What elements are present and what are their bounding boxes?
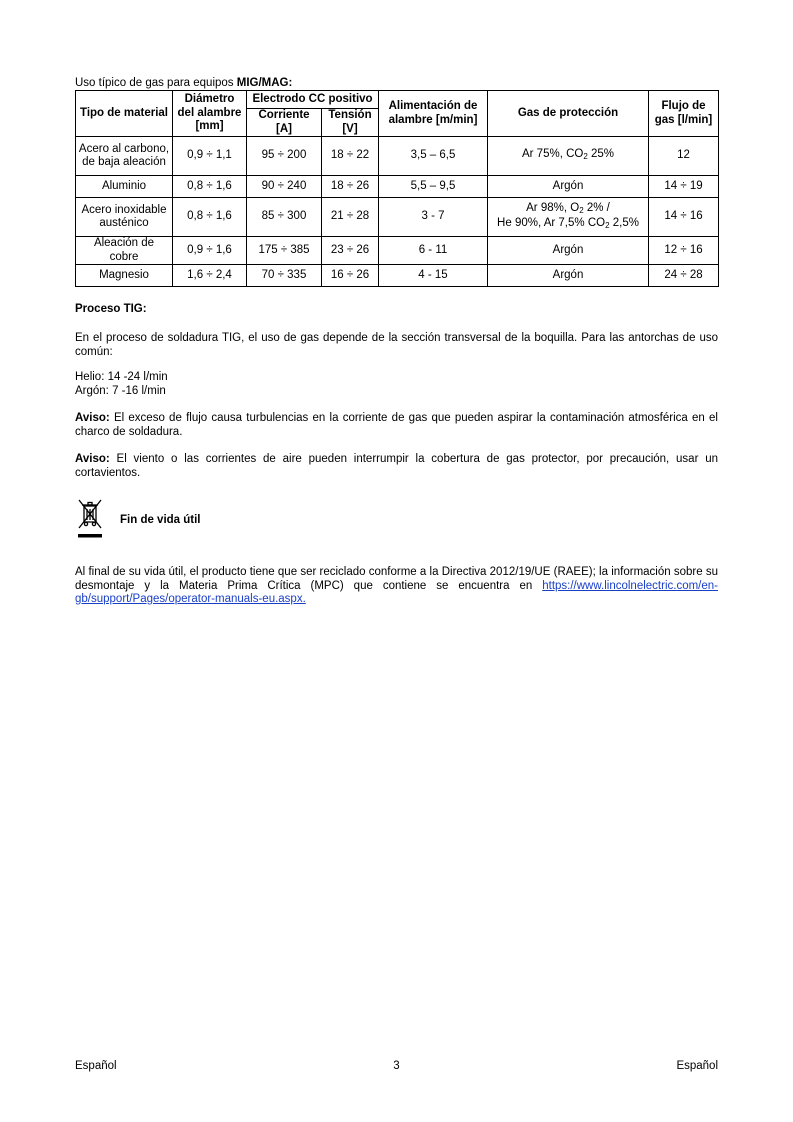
header-tipo: Tipo de material xyxy=(76,91,173,137)
table-row xyxy=(76,137,719,176)
cell-corriente: 95 ÷ 200 xyxy=(247,137,322,176)
cell-gas xyxy=(488,137,649,176)
table-row xyxy=(76,237,719,265)
cell-diametro: 0,8 ÷ 1,6 xyxy=(173,198,247,237)
end-of-life-title: Fin de vida útil xyxy=(120,514,201,526)
cell-alimentacion: 4 - 15 xyxy=(379,265,488,287)
header-flujo: Flujo de gas [l/min] xyxy=(649,91,719,137)
cell-flujo: 12 ÷ 16 xyxy=(649,237,719,265)
cell-alimentacion: 3,5 – 6,5 xyxy=(379,137,488,176)
cell-material: Acero al carbono, de baja aleación xyxy=(76,137,173,176)
cell-flujo: 12 xyxy=(649,137,719,176)
page-number: 3 xyxy=(393,1060,400,1072)
aviso-label: Aviso: xyxy=(75,453,110,465)
header-alimentacion: Alimentación de alambre [m/min] xyxy=(379,91,488,137)
aviso-paragraph-2 xyxy=(75,453,718,480)
tig-argon: Argón: 7 -16 l/min xyxy=(75,384,166,397)
aviso-text: El viento o las corrientes de aire pueden interrumpir la cobertura de gas protector, por precaución, usar un cortavientos. xyxy=(75,453,718,479)
header-electrodo: Electrodo CC positivo xyxy=(247,91,379,109)
footer-right: Español xyxy=(676,1060,718,1072)
cell-corriente: 85 ÷ 300 xyxy=(247,198,322,237)
cell-tension: 23 ÷ 26 xyxy=(322,237,379,265)
aviso-text: El exceso de flujo causa turbulencias en la corriente de gas que pueden aspirar la contaminación atmosférica en el charco de soldadura. xyxy=(75,412,718,438)
table-row xyxy=(76,265,719,287)
header-tension: Tensión [V] xyxy=(322,109,379,137)
cell-tension: 21 ÷ 28 xyxy=(322,198,379,237)
gas-text-end: 25% xyxy=(587,148,615,161)
cell-gas: Argón xyxy=(488,237,649,265)
aviso-paragraph-1 xyxy=(75,412,718,439)
caption-bold: MIG/MAG: xyxy=(236,77,293,89)
page-content xyxy=(75,76,718,607)
tig-helio: Helio: 14 -24 l/min xyxy=(75,371,168,383)
caption-prefix: Uso típico de gas para equipos xyxy=(75,77,237,89)
crossed-bin-icon xyxy=(75,497,105,544)
eol-body: Al final de su vida útil, el producto tiene que ser reciclado conforme a la Directiva 2012/19/UE (RAEE); la información sobre su desmontaje y la Materia Prima Crítica (MPC) que contiene se encuentra en xyxy=(75,566,718,592)
cell-material: Aleación de cobre xyxy=(76,237,173,265)
cell-gas xyxy=(488,198,649,237)
cell-tension: 18 ÷ 22 xyxy=(322,137,379,176)
cell-alimentacion: 5,5 – 9,5 xyxy=(379,176,488,198)
footer-left: Español xyxy=(75,1060,117,1072)
cell-material: Magnesio xyxy=(76,265,173,287)
cell-diametro: 0,8 ÷ 1,6 xyxy=(173,176,247,198)
gas-line1: Ar 98%, O xyxy=(526,201,580,214)
cell-alimentacion: 3 - 7 xyxy=(379,198,488,237)
cell-corriente: 70 ÷ 335 xyxy=(247,265,322,287)
header-gas: Gas de protección xyxy=(488,91,649,137)
gas-line2: He 90%, Ar 7,5% CO xyxy=(497,217,606,229)
cell-tension: 18 ÷ 26 xyxy=(322,176,379,198)
cell-diametro: 0,9 ÷ 1,6 xyxy=(173,237,247,265)
operator-manuals-link[interactable]: https://www.lincolnelectric.com/en-gb/support/Pages/operator-manuals-eu.aspx. xyxy=(75,579,718,605)
end-of-life-heading xyxy=(75,498,718,542)
gas-line2-subscript: 2 xyxy=(605,221,610,230)
cell-diametro: 0,9 ÷ 1,1 xyxy=(173,137,247,176)
table-caption xyxy=(75,76,718,90)
gas-line1-subscript: 2 xyxy=(579,205,584,215)
gas-subscript: 2 xyxy=(583,152,588,162)
cell-tension: 16 ÷ 26 xyxy=(322,265,379,287)
cell-diametro: 1,6 ÷ 2,4 xyxy=(173,265,247,287)
cell-gas: Argón xyxy=(488,265,649,287)
cell-gas: Argón xyxy=(488,176,649,198)
cell-material: Aluminio xyxy=(76,176,173,198)
gas-usage-table xyxy=(75,90,719,287)
tig-intro: En el proceso de soldadura TIG, el uso de gas depende de la sección transversal de la boquilla. Para las antorchas de uso común: xyxy=(75,332,718,358)
page-footer xyxy=(75,1060,718,1074)
end-of-life-text xyxy=(75,566,718,607)
header-corriente: Corriente [A] xyxy=(247,109,322,137)
aviso-label: Aviso: xyxy=(75,412,110,424)
cell-alimentacion: 6 - 11 xyxy=(379,237,488,265)
tig-title: Proceso TIG: xyxy=(75,303,147,315)
cell-corriente: 90 ÷ 240 xyxy=(247,176,322,198)
cell-material: Acero inoxidable austénico xyxy=(76,198,173,237)
cell-flujo: 14 ÷ 19 xyxy=(649,176,719,198)
table-header-row xyxy=(76,91,719,109)
cell-flujo: 14 ÷ 16 xyxy=(649,198,719,237)
table-row xyxy=(76,198,719,237)
gas-text: Ar 75%, CO xyxy=(521,148,584,161)
cell-corriente: 175 ÷ 385 xyxy=(247,237,322,265)
gas-line2-end: 2,5% xyxy=(609,217,639,229)
table-row xyxy=(76,176,719,198)
cell-flujo: 24 ÷ 28 xyxy=(649,265,719,287)
header-diametro: Diámetro del alambre [mm] xyxy=(173,91,247,137)
gas-line1-end: 2% / xyxy=(583,201,610,214)
